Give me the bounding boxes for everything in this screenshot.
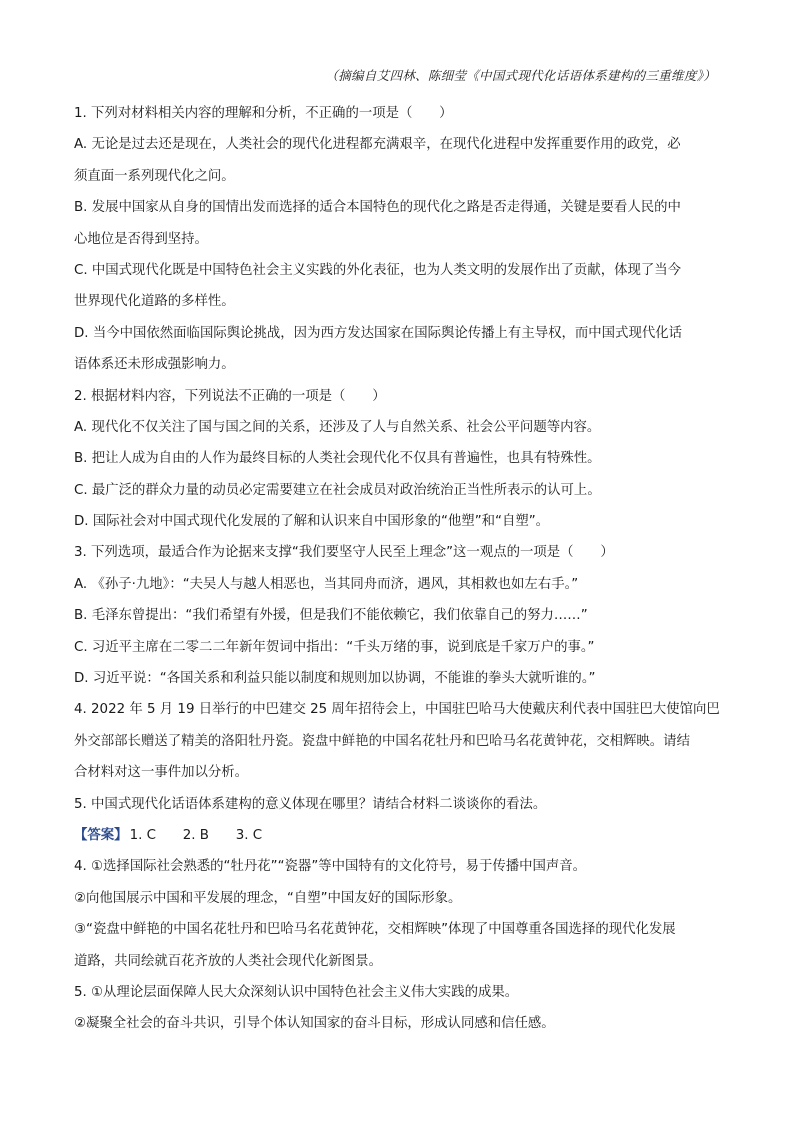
q3-option-d: D. 习近平说：“各国关系和利益只能以制度和规则加以协调，不能谁的拳头大就听谁的。”	[74, 671, 596, 687]
answer-5-point-1: 5. ①从理论层面保障人民大众深刻认识中国特色社会主义伟大实践的成果。	[74, 984, 519, 1000]
question-4-stem: 4. 2022 年 5 月 19 日举行的中巴建交 25 周年招待会上，中国驻巴哈马大使戴庆利代表中国驻巴大使馆向巴	[74, 702, 720, 718]
answer-tag: 【答案】	[74, 827, 128, 843]
q1-option-a: A. 无论是过去还是现在，人类社会的现代化进程都充满艰辛，在现代化进程中发挥重要作用的政党，必	[74, 137, 681, 153]
answer-4-point-2: ②向他国展示中国和平发展的理念，“自塑”中国友好的国际形象。	[74, 890, 462, 906]
question-content	[74, 98, 722, 1040]
q1-option-c-cont: 世界现代化道路的多样性。	[74, 294, 235, 310]
q1-option-c: C. 中国式现代化既是中国特色社会主义实践的外化表征，也为人类文明的发展作出了贡献，体现了当今	[74, 262, 682, 278]
question-3-stem: 3. 下列选项，最适合作为论据来支撑“我们要坚守人民至上理念”这一观点的一项是（ ）	[74, 545, 614, 561]
answer-5-point-2: ②凝聚全社会的奋斗共识，引导个体认知国家的奋斗目标，形成认同感和信任感。	[74, 1016, 555, 1032]
q2-option-b: B. 把让人成为自由的人作为最终目标的人类社会现代化不仅具有普遍性，也具有特殊性。	[74, 451, 601, 467]
answer-line	[74, 820, 722, 851]
q1-option-a-cont: 须直面一系列现代化之问。	[74, 168, 235, 184]
source-citation: （摘编自艾四林、陈细莹《中国式现代化话语体系建构的三重维度》）	[325, 68, 716, 83]
question-5-stem: 5. 中国式现代化话语体系建构的意义体现在哪里？请结合材料二谈谈你的看法。	[74, 796, 547, 812]
answer-4-point-3-cont: 道路，共同绘就百花齐放的人类社会现代化新图景。	[74, 953, 382, 969]
answer-choices: 1. C 2. B 3. C	[129, 827, 263, 843]
answer-4-point-3: ③“瓷盘中鲜艳的中国名花牡丹和巴哈马名花黄钟花，交相辉映”体现了中国尊重各国选择的现代化发展	[74, 922, 676, 938]
q2-option-a: A. 现代化不仅关注了国与国之间的关系，还涉及了人与自然关系、社会公平问题等内容。	[74, 419, 601, 435]
question-1-stem: 1. 下列对材料相关内容的理解和分析，不正确的一项是（ ）	[74, 106, 453, 121]
q1-option-b-cont: 心地位是否得到坚持。	[74, 231, 208, 247]
q1-option-d: D. 当今中国依然面临国际舆论挑战，因为西方发达国家在国际舆论传播上有主导权，而中国式现代化话	[74, 325, 683, 341]
q1-option-d-cont: 语体系还未形成强影响力。	[74, 357, 235, 373]
q3-option-b: B. 毛泽东曾提出：“我们希望有外援，但是我们不能依赖它，我们依靠自己的努力……”	[74, 608, 588, 624]
question-4-stem-cont: 外交部部长赠送了精美的洛阳牡丹瓷。瓷盘中鲜艳的中国名花牡丹和巴哈马名花黄钟花，交相辉映。请结	[74, 733, 690, 749]
answer-4-point-1: 4. ①选择国际社会熟悉的“牡丹花”“瓷器”等中国特有的文化符号，易于传播中国声音。	[74, 859, 587, 875]
q2-option-c: C. 最广泛的群众力量的动员必定需要建立在社会成员对政治统治正当性所表示的认可上。	[74, 482, 601, 498]
q1-option-b: B. 发展中国家从自身的国情出发而选择的适合本国特色的现代化之路是否走得通，关键是要看人民的中	[74, 200, 681, 216]
q3-option-a: A. 《孙子·九地》：“夫吴人与越人相恶也，当其同舟而济，遇风，其相救也如左右手。”	[74, 576, 579, 592]
question-2-stem: 2. 根据材料内容，下列说法不正确的一项是（ ）	[74, 388, 386, 404]
q3-option-c: C. 习近平主席在二零二二年新年贺词中指出：“千头万绪的事，说到底是千家万户的事。”	[74, 639, 595, 655]
question-4-stem-cont: 合材料对这一事件加以分析。	[74, 765, 249, 781]
q2-option-d: D. 国际社会对中国式现代化发展的了解和认识来自中国形象的“他塑”和“自塑”。	[74, 514, 550, 530]
